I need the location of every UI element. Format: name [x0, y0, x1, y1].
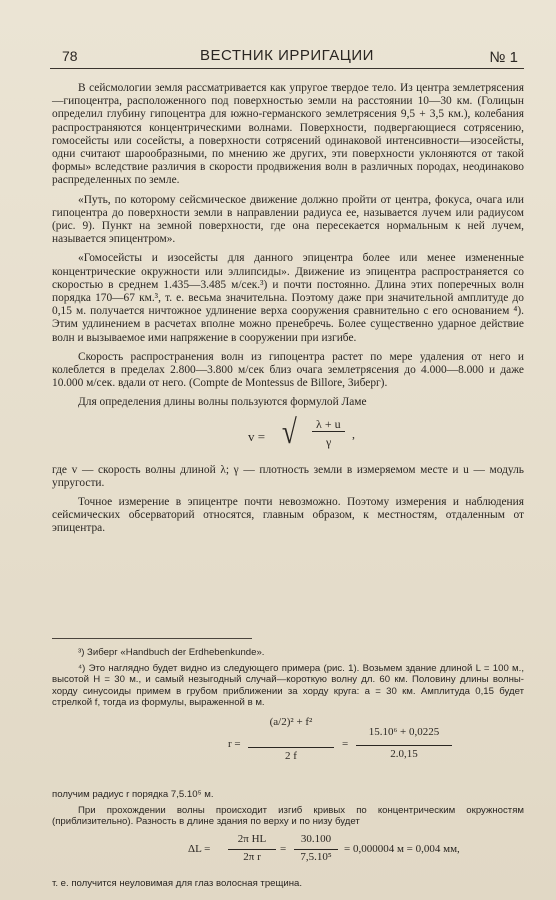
footnotes: [52, 638, 524, 893]
equals-sign: =: [280, 842, 287, 855]
formula-denominator: γ: [326, 434, 332, 449]
formula-denominator: 2π r: [243, 850, 261, 863]
paragraph: «Гомосейсты и изосейсты для данного эпицентра более или менее измененные концентрические окружности или эллипсиды». Движение из эпицентра распространяется со скоростью в среднем 1.435—3.485 м/сек.³) и почти постоянно. Длина этих поперечных волн порядка 170—67 км.³, т. е. весьма значительна. Поэтому даже при значительной амплитуде до 0,15 м. получается ничтожное удлинение верха сооружения сравнительно с его основанием ⁴). Этим удлинением в расчетах вполне можно пренебречь. Более существенно ударное действие волн и вызываемое ими напряжение в сооружении при изгибе.: [52, 252, 524, 344]
formula-rhs: = 0,000004 м = 0,004 мм,: [344, 842, 460, 855]
formula-lhs: v =: [248, 428, 266, 444]
footnote-text: При прохождении волны происходит изгиб кривых по концентрическим окружностям (приблизительно). Разность в длине здания по верху и по низу будет: [52, 804, 524, 828]
fraction-bar: [356, 745, 452, 746]
fraction-bar: [294, 849, 338, 850]
lame-formula: [52, 413, 524, 460]
formula-numerator: 30.100: [300, 832, 332, 845]
formula-denominator: 2.0,15: [390, 747, 418, 760]
paragraph: «Путь, по которому сейсмическое движение должно пройти от центра, фокуса, очага или гипоцентра до поверхности земли в направлении радиуса ее, называется лучем или радиусом (рис. 9). Пункт на земной поверхности, где она пересекается нормальным к ней лучем, называется эпицентром».: [52, 193, 524, 246]
paragraph: Для определения длины волны пользуются формулой Ламе: [78, 396, 367, 409]
paragraph: В сейсмологии земля рассматривается как упругое твердое тело. Из центра землетрясения—гипоцентра, расположенного под поверхностью земли на расстоянии 10—30 км. (Голицын определил глубину гипоцентра для южно-германского землетрясения 9,5 + 3,5 км.), колебания распространяются концентрическими волнами. Поверхности, подвергающиеся сотрясению, гомосейсты или сосейсты, а поверхности сотрясений одинаковой интенсивности—изосейсты, одни считают шарообразными, по мнению же других, эти поверхности уклоняются от такой формы» вследствие различия в скорости продвижения волн в различных породах, неодинаково распределенных по земле.: [52, 82, 524, 187]
formula-denominator: 2 f: [285, 749, 297, 762]
formula-numerator: 2π HL: [237, 832, 267, 845]
journal-title: ВЕСТНИК ИРРИГАЦИИ: [200, 47, 374, 64]
formula-denominator: 7,5.10⁵: [300, 850, 332, 863]
issue-number: № 1: [489, 49, 518, 66]
formula-numerator: (a/2)² + f²: [269, 715, 313, 728]
paragraph: Точное измерение в эпицентре почти невозможно. Поэтому измерения и наблюдения сейсмических обсерваторий относятся, главным образом, к местностям, отдаленным от эпицентра.: [52, 496, 524, 535]
footnote-text: получим радиус r порядка 7,5.10⁵ м.: [52, 788, 214, 800]
article-body: [52, 82, 524, 542]
page-number: 78: [62, 48, 78, 64]
radius-formula: [52, 715, 524, 781]
delta-formula: [52, 832, 524, 872]
footnote: ³) Зиберг «Handbuch der Erdhebenkunde».: [78, 647, 265, 658]
page-header: [50, 44, 524, 69]
formula-numerator: 15.10⁶ + 0,0225: [368, 725, 440, 738]
formula-lhs: ΔL =: [188, 842, 211, 855]
fraction-bar: [228, 849, 276, 850]
fraction-bar: [248, 747, 334, 748]
formula-lhs: r =: [228, 737, 241, 750]
formula-trail: ,: [352, 426, 355, 441]
square-root-sign: √: [281, 413, 297, 451]
footnote-divider: [52, 638, 252, 639]
footnote-text: т. е. получится неуловимая для глаз волосная трещина.: [52, 877, 303, 889]
equals-sign: =: [342, 737, 349, 750]
formula-numerator: λ + u: [312, 418, 345, 432]
paragraph: Скорость распространения волн из гипоцентра растет по мере удаления от него и колеблется в пределах 2.800—3.800 м/сек близ очага землетрясения до 4.000—8.000 и даже 10.000 м/сек. вдали от него. (Compte de Montessus de Billore, Зиберг).: [52, 350, 524, 390]
footnote: ⁴) Это наглядно будет видно из следующего примера (рис. 1). Возьмем здание длиной L = 100 м., высотой H = 30 м., и самый незыгодный случай—короткую волну дл. 60 км. Половину длины волны-хорду синусоиды примем в грубом приближении за хорду круга: a = 30 км. Амплитуда 0,15 будет стрелкой f, тогда из формулы, выраженной в м.: [52, 662, 524, 709]
paragraph: где v — скорость волны длиной λ; γ — плотность земли в измеряемом месте и u — модуль упругости.: [52, 463, 524, 489]
